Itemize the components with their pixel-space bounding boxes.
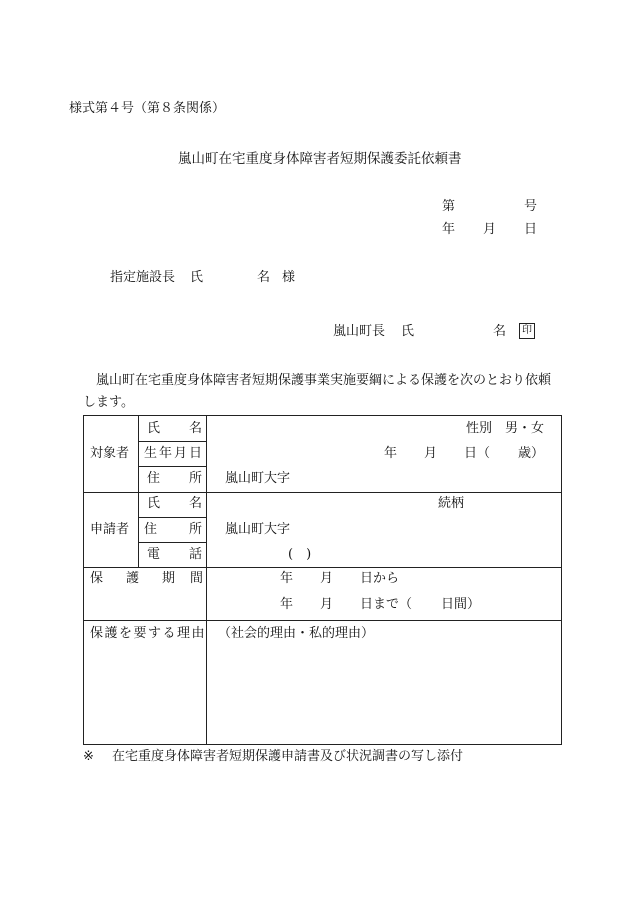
- applicant-address-label-2: 所: [189, 522, 203, 537]
- subject-birth-month: 月: [424, 446, 438, 461]
- request-text-line1: 嵐山町在宅重度身体障害者短期保護事業実施要綱による保護を次のとおり依頼: [96, 373, 552, 388]
- subject-address-label-1: 住: [147, 471, 161, 486]
- subject-age: 歳）: [518, 446, 545, 461]
- period-start-day: 日から: [360, 571, 400, 586]
- request-text-line2: します。: [83, 395, 134, 410]
- footnote-mark: ※: [83, 749, 94, 764]
- applicant-tel-label-2: 話: [189, 547, 203, 562]
- number-prefix: 第: [442, 199, 456, 214]
- addressee-honorific: 様: [282, 270, 296, 285]
- subject-birth-label: 生年月日: [144, 446, 205, 461]
- addressee-mei: 名: [257, 270, 271, 285]
- addressee-shi: 氏: [190, 270, 204, 285]
- sender-shi: 氏: [401, 324, 415, 339]
- date-day: 日: [524, 222, 538, 237]
- form-number: 様式第４号（第８条関係）: [69, 101, 226, 116]
- applicant-name-label-2: 名: [189, 496, 203, 511]
- subject-birth-day: 日（: [464, 446, 491, 461]
- reason-label: 保護を要する理由: [90, 626, 207, 641]
- subject-name-label-2: 名: [189, 421, 203, 436]
- reason-value: （社会的理由・私的理由）: [218, 626, 375, 641]
- applicant-address-label-1: 住: [144, 522, 158, 537]
- seal-stamp: 印: [519, 323, 535, 339]
- period-start-year: 年: [280, 571, 294, 586]
- sender-mei: 名: [493, 324, 507, 339]
- date-month: 月: [483, 222, 497, 237]
- period-label-3: 期: [162, 571, 176, 586]
- date-year: 年: [442, 222, 456, 237]
- document-title: 嵐山町在宅重度身体障害者短期保護委託依頼書: [178, 151, 462, 167]
- table-divider: [138, 517, 207, 518]
- period-start-month: 月: [320, 571, 334, 586]
- table-divider: [138, 542, 207, 543]
- table-divider: [138, 441, 207, 442]
- applicant-address: 嵐山町大字: [225, 522, 291, 537]
- subject-label: 対象者: [90, 446, 130, 461]
- number-suffix: 号: [524, 199, 538, 214]
- period-label-2: 護: [126, 571, 140, 586]
- period-label-4: 間: [190, 571, 204, 586]
- subject-birth-year: 年: [384, 446, 398, 461]
- subject-address-label-2: 所: [189, 471, 203, 486]
- subject-address: 嵐山町大字: [225, 471, 291, 486]
- subject-name-label-1: 氏: [147, 421, 161, 436]
- addressee-role: 指定施設長: [110, 270, 176, 285]
- applicant-tel-label-1: 電: [147, 547, 161, 562]
- period-end-year: 年: [280, 597, 294, 612]
- period-end-month: 月: [320, 597, 334, 612]
- period-end-day: 日まで（: [360, 597, 413, 612]
- request-form-table: [83, 415, 562, 745]
- applicant-name-label-1: 氏: [147, 496, 161, 511]
- sender-role: 嵐山町長: [333, 324, 386, 339]
- applicant-tel: ( ): [288, 547, 312, 562]
- footnote-text: 在宅重度身体障害者短期保護申請書及び状況調書の写し添付: [112, 749, 464, 764]
- table-divider: [84, 492, 562, 493]
- applicant-label: 申請者: [90, 522, 130, 537]
- table-divider: [84, 620, 562, 621]
- table-divider: [138, 466, 207, 467]
- applicant-relation: 続柄: [438, 496, 465, 511]
- table-divider: [84, 567, 562, 568]
- subject-gender: 性別 男・女: [466, 421, 545, 436]
- period-days: 日間）: [441, 597, 481, 612]
- period-label-1: 保: [90, 571, 104, 586]
